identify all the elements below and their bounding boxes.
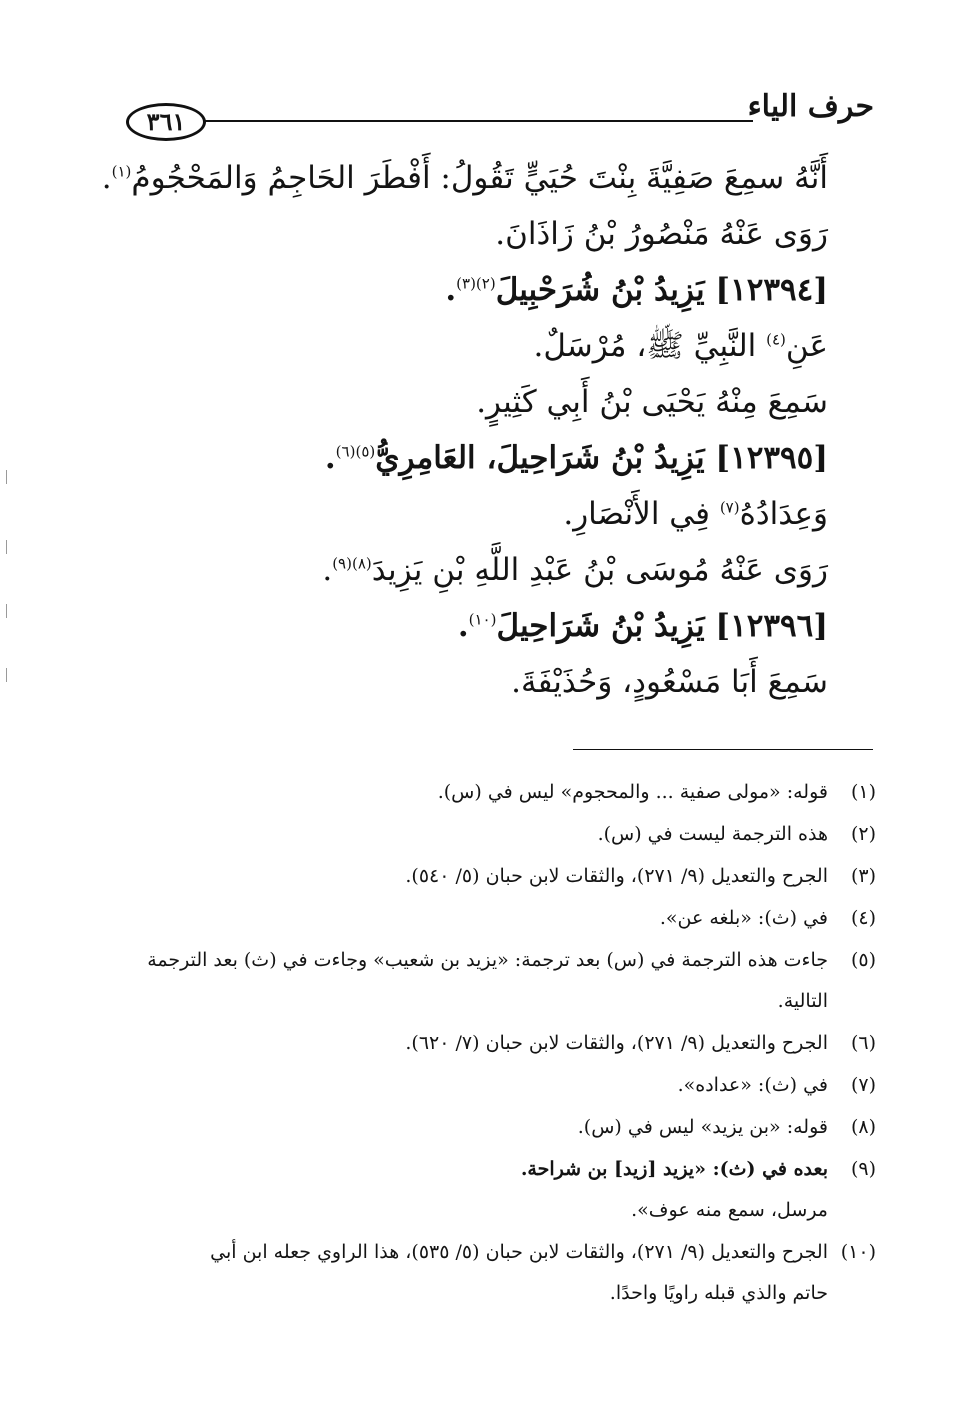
footnote-text <box>136 898 828 939</box>
entry-heading-line <box>128 430 828 486</box>
body-line <box>128 486 828 542</box>
main-text <box>101 150 828 710</box>
footnote-text <box>136 1107 828 1148</box>
footnote-line: حاتم والذي قبله راويًا واحدًا. <box>609 1282 828 1304</box>
body-line-text: وَعِدَادُهُ <box>739 496 828 532</box>
footnote-line: مرسل، سمع منه عوف». <box>631 1199 828 1221</box>
footnote <box>136 814 876 855</box>
footnote-text <box>136 940 828 1022</box>
footnote-number: (٥) <box>850 949 876 971</box>
margin-mark <box>6 470 7 484</box>
body-line-tail: . <box>324 440 336 476</box>
footnote-line: الجرح والتعديل (٩/ ٢٧١)، والثقات لابن حبان (٥/ ٥٤٠). <box>405 865 828 887</box>
footnote-number: (٩) <box>850 1158 876 1180</box>
body-line <box>128 542 828 598</box>
footnote-line: الجرح والتعديل (٩/ ٢٧١)، والثقات لابن حبان (٥/ ٥٣٥)، هذا الراوي جعله ابن أبي <box>210 1241 828 1263</box>
footnote-text <box>136 814 828 855</box>
footnote-line: الجرح والتعديل (٩/ ٢٧١)، والثقات لابن حبان (٧/ ٦٢٠). <box>405 1032 828 1054</box>
footnote-number: (١) <box>850 781 876 803</box>
footnote-reference: (١٠) <box>468 610 497 629</box>
header-rule <box>205 120 753 122</box>
footnote-number: (٦) <box>850 1032 876 1054</box>
footnote-reference: (٤) <box>766 330 786 349</box>
body-line <box>128 318 828 374</box>
footnotes-section <box>136 772 876 1315</box>
footnote-number: (٨) <box>850 1116 876 1138</box>
footnote-reference: (١) <box>111 162 132 181</box>
running-header-title: حرف الياء <box>747 89 874 124</box>
body-line-tail: فِي الأَنْصَارِ. <box>563 496 720 532</box>
footnote-line: هذه الترجمة ليست في (س). <box>597 823 828 845</box>
footnote-text <box>136 1149 828 1231</box>
footnote-text <box>136 1065 828 1106</box>
footnote-line: قوله: «بن يزيد» ليس في (س). <box>577 1116 828 1138</box>
body-line <box>101 150 828 206</box>
footnote-line: قوله: «مولى صفية ... والمحجوم» ليس في (س). <box>437 781 828 803</box>
footnote-text <box>136 772 828 813</box>
body-line-text: رَوَى عَنْهُ مَنْصُورُ بْنُ زَاذَانَ. <box>495 216 828 252</box>
body-line-tail: . <box>445 272 457 308</box>
body-line-text: [١٢٣٩٥] يَزِيدُ بْنُ شَرَاحِيلَ، العَامِرِيُّ <box>375 440 828 476</box>
footnote <box>136 1065 876 1106</box>
body-line <box>128 654 828 710</box>
entry-heading-line <box>128 598 828 654</box>
footnote-text <box>136 1023 828 1064</box>
footnote-line: في (ث): «عداده». <box>677 1074 828 1096</box>
footnote-line: التالية. <box>777 990 828 1012</box>
footnote-line: جاءت هذه الترجمة في (س) بعد ترجمة: «يزيد بن شعيب» وجاءت في (ث) بعد الترجمة <box>147 949 828 971</box>
footnote <box>136 1149 876 1231</box>
entry-heading-line <box>128 262 828 318</box>
body-line-text: عَنِ <box>785 328 828 364</box>
body-line-text: سَمِعَ مِنْهُ يَحْيَى بْنُ أَبِي كَثِيرٍ. <box>476 384 828 420</box>
body-line <box>128 206 828 262</box>
footnote <box>136 772 876 813</box>
body-line-tail: . <box>322 552 333 588</box>
body-line-tail: النَّبِيِّ ﷺ، مُرْسَلٌ. <box>533 328 767 364</box>
footnote <box>136 898 876 939</box>
footnote <box>136 1232 876 1314</box>
footnote <box>136 1023 876 1064</box>
footnote-text <box>136 1232 828 1314</box>
margin-mark <box>6 540 7 554</box>
footnote-number: (٣) <box>850 865 876 887</box>
footnote-line: في (ث): «بلغه عن». <box>659 907 828 929</box>
footnote-number: (٢) <box>850 823 876 845</box>
footnote-line: بعده في (ث): «يزيد [زيد] بن شراحة. <box>520 1158 828 1180</box>
footnote-reference: (٥)(٦) <box>335 442 376 461</box>
footnote-reference: (٨)(٩) <box>332 554 372 573</box>
body-line-text: أَنَّهُ سمِعَ صَفِيَّةَ بِنْتَ حُيَيٍّ تَقُولُ: أَفْطَرَ الحَاجِمُ وَالمَحْجُومُ <box>131 160 828 196</box>
body-line <box>128 374 828 430</box>
page-number: ٣٦١ <box>126 103 206 141</box>
footnote-number: (١٠) <box>840 1241 876 1263</box>
margin-mark <box>6 604 7 618</box>
footnote-reference: (٧) <box>719 498 740 517</box>
body-line-tail: . <box>101 160 112 196</box>
body-line-text: رَوَى عَنْهُ مُوسَى بْنُ عَبْدِ اللَّهِ بْنِ يَزِيدَ <box>371 552 828 588</box>
footnote <box>136 856 876 897</box>
footnote-number: (٤) <box>850 907 876 929</box>
body-line-text: سَمِعَ أَبَا مَسْعُودٍ، وَحُذَيْفَةَ. <box>511 664 828 700</box>
body-line-text: [١٢٣٩٦] يَزِيدُ بْنُ شَرَاحِيلَ <box>496 608 828 644</box>
body-line-text: [١٢٣٩٤] يَزِيدُ بْنُ شُرَحْبِيلَ <box>495 272 828 308</box>
footnote-number: (٧) <box>850 1074 876 1096</box>
footnote <box>136 1107 876 1148</box>
footnote <box>136 940 876 1022</box>
footnote-text <box>136 856 828 897</box>
margin-mark <box>6 668 7 682</box>
footnote-separator <box>573 749 873 750</box>
body-line-tail: . <box>457 608 469 644</box>
footnote-reference: (٢)(٣) <box>456 274 496 293</box>
